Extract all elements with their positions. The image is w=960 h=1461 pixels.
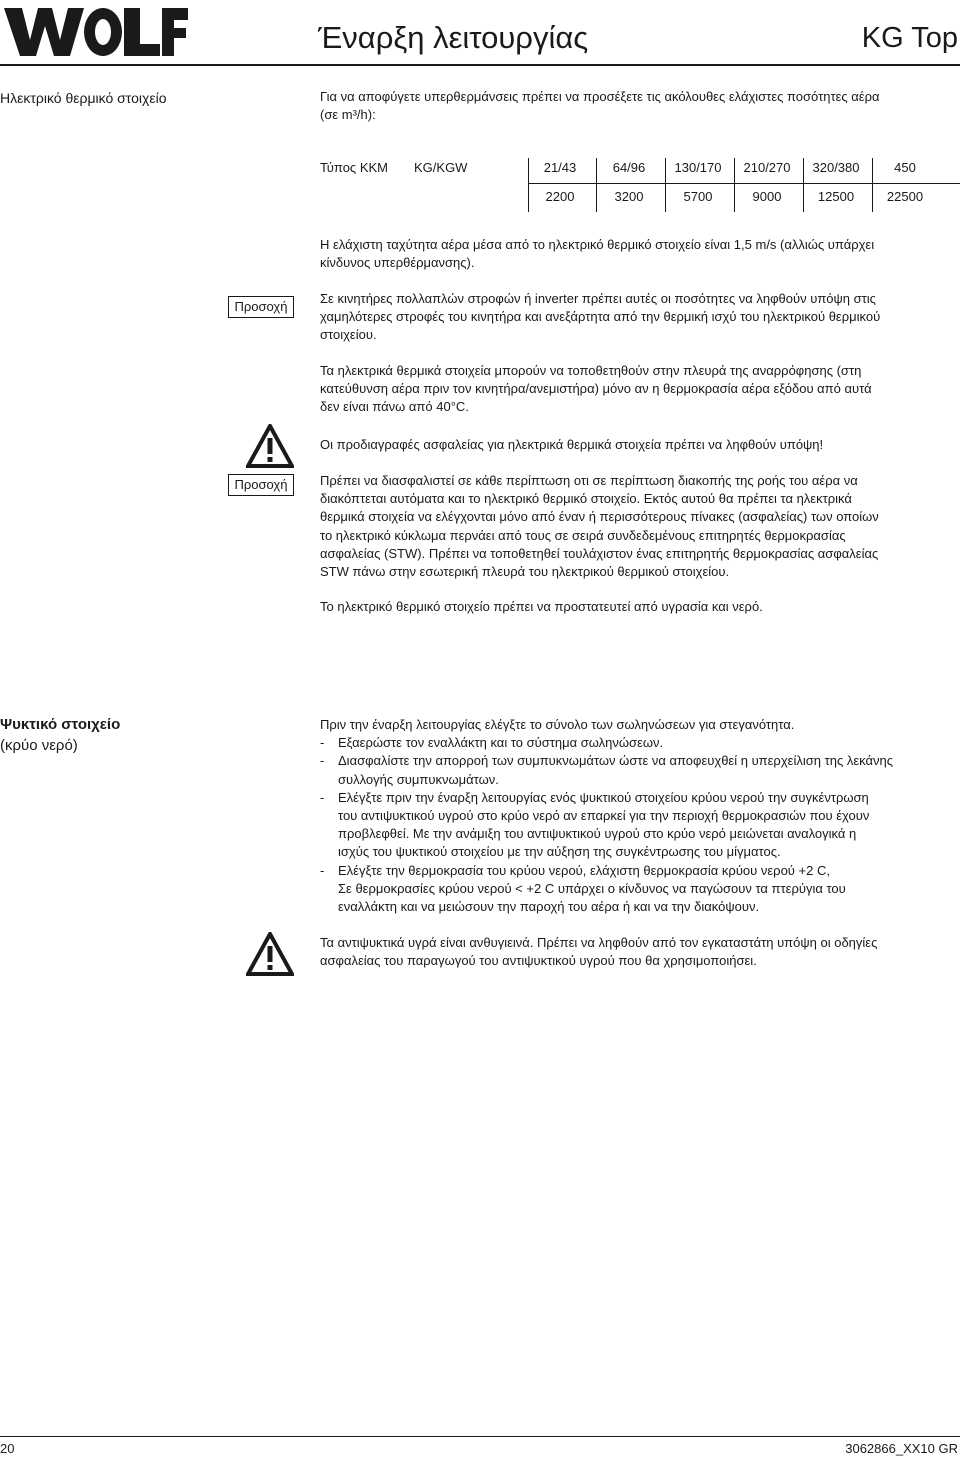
table-type-cell: 210/270 xyxy=(743,160,791,175)
table-flow-cell: 5700 xyxy=(683,189,713,204)
placement-note xyxy=(320,362,960,417)
inverter-line-2: χαμηλότερες στροφές του κινητήρα και ανεξάρτητα από την θερμική ισχύ του ηλεκτρικού θερμικού xyxy=(320,309,881,325)
protect-line: Το ηλεκτρικό θερμικό στοιχείο πρέπει να προστατευτεί από υγρασία και νερό. xyxy=(320,599,763,614)
attention-label: Προσοχή xyxy=(228,474,294,496)
page-title: Έναρξη λειτουργίας xyxy=(318,20,589,55)
placement-line-2: κατεύθυνση αέρα πριν τον κινητήρα/ανεμιστήρα) μόνο αν η θερμοκρασία αέρα εξόδου από αυτά xyxy=(320,381,872,397)
electric-intro-line-2: (σε m³/h): xyxy=(320,107,376,123)
table-col-divider xyxy=(734,158,735,212)
ensure-line-5: ασφαλείας (STW). Πρέπει να τοποθετηθεί τουλάχιστον ένας επιτηρητής θερμοκρασίας ασφαλείας xyxy=(320,545,879,561)
inverter-line-1: Σε κινητήρες πολλαπλών στροφών ή inverter πρέπει αυτές οι ποσότητες να ληφθούν υπόψη στις xyxy=(320,291,876,306)
product-model: KG Top xyxy=(861,22,958,54)
cooling-intro: Πριν την έναρξη λειτουργίας ελέγξτε το σύνολο των σωληνώσεων για στεγανότητα. xyxy=(320,717,795,732)
table-flow-cell: 9000 xyxy=(752,189,782,204)
list-item: - Εξαερώστε τον εναλλάκτη και το σύστημα σωληνώσεων. xyxy=(320,735,664,751)
table-type-cell: 64/96 xyxy=(612,160,646,175)
table-flow-cell: 3200 xyxy=(614,189,644,204)
list-item-text: προβλεφθεί. Με την ανάμιξη του αντιψυκτικού υγρού στο κρύο νερό μειώνεται αναλογικά η xyxy=(338,826,857,842)
list-item-text: συλλογής συμπυκνωμάτων. xyxy=(338,771,499,787)
table-row-divider xyxy=(528,183,960,184)
table-type-cell: 130/170 xyxy=(674,160,722,175)
inverter-line-3: στοιχείου. xyxy=(320,327,377,343)
ensure-line-4: το ηλεκτρικό κύκλωμα περνάει από τους σε σειρά συνδεδεμένους επιτηρητές θερμοκρασίας xyxy=(320,527,846,543)
min-speed-line-1: Η ελάχιστη ταχύτητα αέρα μέσα από το ηλεκτρικό θερμικό στοιχείο είναι 1,5 m/s (αλλιώς υπάρχει xyxy=(320,237,875,252)
ensure-cutoff-note xyxy=(320,472,960,581)
placement-line-3: δεν είναι πάνω από 40°C. xyxy=(320,399,469,415)
list-item-text: Ελέγξτε πριν την έναρξη λειτουργίας ενός ψυκτικού στοιχείου κρύου νερού την συγκέντρωση xyxy=(338,789,869,805)
list-item: - Ελέγξτε την θερμοκρασία του κρύου νερού, ελάχιστη θερμοκρασία κρύου νερού +2 C, Σε θερμοκρασίες κρύου νερού < +2 C υπάρχει ο κίνδυνος να παγώσουν τα πτερύγια του εναλλάκτη και να μειώσουν την παροχή του αέρα ή και να την διακόψουν. xyxy=(320,862,960,917)
antifreeze-line-2: ασφαλείας του παραγωγού του αντιψυκτικού υγρού που θα χρησιμοποιήσει. xyxy=(320,953,757,969)
safety-spec-line: Οι προδιαγραφές ασφαλείας για ηλεκτρικά θερμικά στοιχεία πρέπει να ληφθούν υπόψη! xyxy=(320,437,824,452)
document-code: 3062866_XX10 GR xyxy=(845,1441,958,1456)
table-type-cell: 320/380 xyxy=(812,160,860,175)
table-type-cell: 21/43 xyxy=(543,160,577,175)
table-type-cell: 450 xyxy=(894,160,916,175)
table-label-type: Τύπος KKM xyxy=(320,160,388,175)
moisture-protect-note xyxy=(320,598,960,616)
safety-spec-note xyxy=(320,436,960,454)
warning-triangle-icon xyxy=(246,932,294,976)
list-item-text: του αντιψυκτικού υγρού στο κρύο νερό αν επαρκεί για την περιοχή θερμοκρασιών που έχουν xyxy=(338,808,870,824)
ensure-line-3: θερμικά στοιχεία να ελέγχονται μόνο από έναν ή περισσότερους πίνακες (ασφαλείας) των οποίων xyxy=(320,509,879,525)
list-item-text: ισχύς του ψυκτικού στοιχείου με την αύξηση της συγκέντρωσης του μίγματος. xyxy=(338,844,781,860)
ensure-line-1: Πρέπει να διασφαλιστεί σε κάθε περίπτωση οτι σε περίπτωση διακοπής της ροής του αέρα να xyxy=(320,473,858,488)
list-item-text: Εξαερώστε τον εναλλάκτη και το σύστημα σωληνώσεων. xyxy=(338,735,664,751)
list-item-text: Διασφαλίστε την απορροή των συμπυκνωμάτων ώστε να αποφευχθεί η υπερχείλιση της λεκάνης xyxy=(338,753,893,769)
list-item-text: Ελέγξτε την θερμοκρασία του κρύου νερού, ελάχιστη θερμοκρασία κρύου νερού +2 C, xyxy=(338,862,830,878)
list-item: - Διασφαλίστε την απορροή των συμπυκνωμάτων ώστε να αποφευχθεί η υπερχείλιση της λεκάνης συλλογής συμπυκνωμάτων. xyxy=(320,752,960,788)
attention-label: Προσοχή xyxy=(228,296,294,318)
table-flow-cell: 12500 xyxy=(817,189,855,204)
list-item: - Ελέγξτε πριν την έναρξη λειτουργίας ενός ψυκτικού στοιχείου κρύου νερού την συγκέντρωση του αντιψυκτικού υγρού στο κρύο νερό αν επαρκεί για την περιοχή θερμοκρασιών που έχουν προβλεφθεί. Με την ανάμιξη του αντιψυκτικού υγρού στο κρύο νερό μειώνεται αναλογικά η ισχύς του ψυκτικού στοιχείου με την αύξηση της συγκέντρωσης του μίγματος. xyxy=(320,789,960,862)
placement-line-1: Τα ηλεκτρικά θερμικά στοιχεία μπορούν να τοποθετηθούν στην πλευρά της αναρρόφησης (στη xyxy=(320,363,862,378)
footer-divider xyxy=(0,1436,960,1437)
table-col-divider xyxy=(872,158,873,212)
section-title-cooling-coil: Ψυκτικό στοιχείο xyxy=(0,716,121,733)
section-title-electric-heater: Ηλεκτρικό θερμικό στοιχείο xyxy=(0,90,167,106)
table-flow-cell: 2200 xyxy=(545,189,575,204)
ensure-line-6: STW πάνω στην εσωτερική πλευρά του ηλεκτρικού θερμικού στοιχείου. xyxy=(320,564,730,580)
table-col-divider xyxy=(665,158,666,212)
table-col-divider xyxy=(596,158,597,212)
antifreeze-line-1: Τα αντιψυκτικά υγρά είναι ανθυγιεινά. Πρέπει να ληφθούν από τον εγκαταστάτη υπόψη οι οδηγίες xyxy=(320,935,878,950)
wolf-logo xyxy=(0,4,192,60)
cooling-checklist xyxy=(320,716,960,916)
table-col-divider xyxy=(528,158,529,212)
electric-intro-line-1: Για να αποφύγετε υπερθερμάνσεις πρέπει να προσέξετε τις ακόλουθες ελάχιστες ποσότητες αέρα xyxy=(320,89,880,104)
warning-triangle-icon xyxy=(246,424,294,468)
antifreeze-warning xyxy=(320,934,960,970)
table-label-model: KG/KGW xyxy=(414,160,468,175)
table-flow-cell: 22500 xyxy=(886,189,924,204)
ensure-line-2: διακόπτεται αυτόματα και το ηλεκτρικό θερμικό στοιχείο. Εκτός αυτού θα πρέπει τα ηλεκτρικά xyxy=(320,491,852,507)
header-divider xyxy=(0,64,960,66)
min-speed-line-2: κίνδυνος υπερθέρμανσης). xyxy=(320,255,475,271)
inverter-note xyxy=(320,290,960,345)
electric-intro xyxy=(320,88,960,124)
list-item-text: εναλλάκτη και να μειώσουν την παροχή του αέρα ή και να την διακόψουν. xyxy=(338,899,760,915)
list-item-text: Σε θερμοκρασίες κρύου νερού < +2 C υπάρχει ο κίνδυνος να παγώσουν τα πτερύγια του xyxy=(338,880,846,896)
section-subtitle-cooling-coil: (κρύο νερό) xyxy=(0,737,78,754)
table-col-divider xyxy=(803,158,804,212)
page-number: 20 xyxy=(0,1441,15,1456)
min-speed-note xyxy=(320,236,960,272)
